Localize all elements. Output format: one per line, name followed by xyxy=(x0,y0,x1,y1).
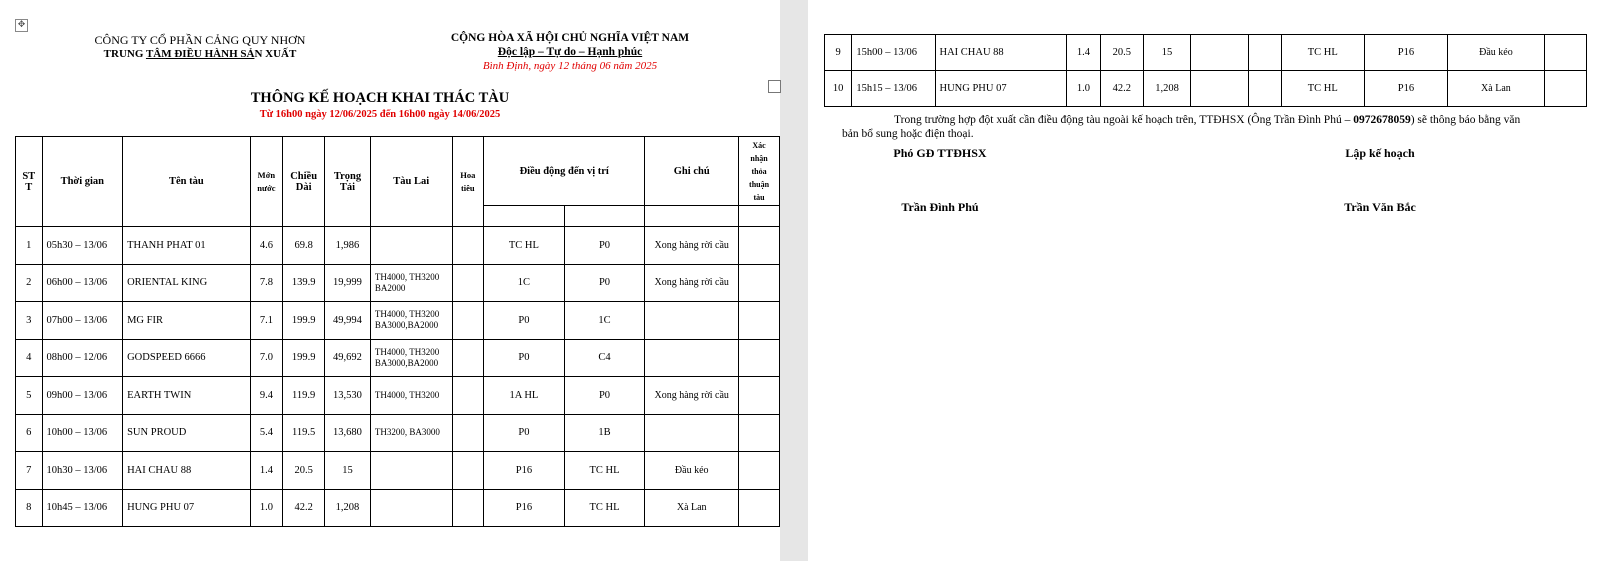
cell-stt: 7 xyxy=(16,452,43,490)
cell-note xyxy=(645,339,739,377)
table-move-handle-icon[interactable]: ✥ xyxy=(15,19,28,32)
cell-draft: 1.0 xyxy=(250,489,283,527)
cell-draft: 7.1 xyxy=(250,302,283,340)
cell-confirm xyxy=(1544,35,1586,71)
cell-note xyxy=(645,414,739,452)
cell-tug: TH4000, TH3200 BA3000,BA2000 xyxy=(370,339,452,377)
cell-from: TC HL xyxy=(484,227,565,265)
cell-to: TC HL xyxy=(564,489,645,527)
cell-ship: GODSPEED 6666 xyxy=(123,339,251,377)
cell-confirm xyxy=(739,452,780,490)
cell-from: P16 xyxy=(484,489,565,527)
cell-from: 1A HL xyxy=(484,377,565,415)
cell-tug xyxy=(1191,71,1249,107)
cell-time: 08h00 – 12/06 xyxy=(42,339,123,377)
cell-draft: 1.0 xyxy=(1067,71,1101,107)
cell-confirm xyxy=(739,414,780,452)
cell-length: 20.5 xyxy=(283,452,325,490)
cell-confirm xyxy=(739,264,780,302)
cell-time: 10h00 – 13/06 xyxy=(42,414,123,452)
cell-from: P0 xyxy=(484,302,565,340)
cell-from: P0 xyxy=(484,414,565,452)
cell-to: P16 xyxy=(1364,35,1447,71)
header-move: Điều động đến vị trí xyxy=(484,137,645,206)
table-row xyxy=(16,339,780,377)
motto: Độc lập – Tự do – Hạnh phúc xyxy=(497,46,643,58)
header-ship: Tên tàu xyxy=(123,137,251,227)
document-period: Từ 16h00 ngày 12/06/2025 đến 16h00 ngày 14/06/2025 xyxy=(259,109,501,120)
cell-from: P16 xyxy=(484,452,565,490)
cell-time: 09h00 – 13/06 xyxy=(42,377,123,415)
header-length: Chiều Dài xyxy=(283,137,325,227)
header-tug: Tàu Lai xyxy=(370,137,452,227)
table-row xyxy=(16,227,780,265)
cell-pilot xyxy=(1249,71,1282,107)
cell-draft: 7.8 xyxy=(250,264,283,302)
cell-time: 15h00 – 13/06 xyxy=(852,35,935,71)
cell-tonnage: 13,680 xyxy=(325,414,371,452)
checkbox-icon[interactable] xyxy=(768,80,781,93)
table-row xyxy=(16,264,780,302)
cell-stt: 6 xyxy=(16,414,43,452)
cell-time: 05h30 – 13/06 xyxy=(42,227,123,265)
cell-from: P0 xyxy=(484,339,565,377)
cell-ship: HUNG PHU 07 xyxy=(123,489,251,527)
signature-right-title: Lập kế hoạch xyxy=(1345,146,1415,160)
cell-pilot xyxy=(452,452,484,490)
document-page-1 xyxy=(0,0,780,561)
ship-plan-table-continued xyxy=(824,34,1587,107)
cell-time: 10h45 – 13/06 xyxy=(42,489,123,527)
cell-note: Đầu kéo xyxy=(645,452,739,490)
table-row xyxy=(16,302,780,340)
cell-to: C4 xyxy=(564,339,645,377)
signature-right-name: Trần Văn Bắc xyxy=(1344,200,1416,214)
table-header-row xyxy=(16,137,780,206)
cell-to: TC HL xyxy=(564,452,645,490)
cell-to: P0 xyxy=(564,377,645,415)
cell-draft: 7.0 xyxy=(250,339,283,377)
table-row xyxy=(825,35,1587,71)
nation-header xyxy=(430,31,710,73)
cell-tug xyxy=(370,489,452,527)
cell-pilot xyxy=(452,302,484,340)
cell-note: Xong hàng rời cầu xyxy=(645,377,739,415)
header-tonnage: Trọng Tải xyxy=(325,137,371,227)
table-row xyxy=(16,452,780,490)
cell-note: Xong hàng rời cầu xyxy=(645,264,739,302)
cell-time: 15h15 – 13/06 xyxy=(852,71,935,107)
cell-pilot xyxy=(452,489,484,527)
cell-note: Xong hàng rời cầu xyxy=(645,227,739,265)
cell-draft: 9.4 xyxy=(250,377,283,415)
date-line: Bình Định, ngày 12 tháng 06 năm 2025 xyxy=(482,60,658,72)
cell-confirm xyxy=(739,302,780,340)
nation-title: CỘNG HÒA XÃ HỘI CHỦ NGHĨA VIỆT NAM xyxy=(450,32,690,44)
cell-length: 69.8 xyxy=(283,227,325,265)
cell-tonnage: 15 xyxy=(1143,35,1190,71)
note-paragraph: Trong trường hợp đột xuất cần điều động tàu ngoài kế hoạch trên, TTĐHSX (Ông Trần Đình Phú – 0972678059) sẽ thông báo bằng văn bản bổ sung hoặc điện thoại. xyxy=(842,114,1521,140)
cell-draft: 1.4 xyxy=(1067,35,1101,71)
table-row xyxy=(16,377,780,415)
company-name: CÔNG TY CỔ PHẦN CẢNG QUY NHƠN xyxy=(94,33,306,47)
cell-note: Đầu kéo xyxy=(1448,35,1545,71)
cell-ship: THANH PHAT 01 xyxy=(123,227,251,265)
cell-time: 10h30 – 13/06 xyxy=(42,452,123,490)
cell-tonnage: 19,999 xyxy=(325,264,371,302)
cell-to: 1B xyxy=(564,414,645,452)
company-header xyxy=(40,33,360,61)
cell-pilot xyxy=(452,414,484,452)
cell-stt: 1 xyxy=(16,227,43,265)
cell-from: 1C xyxy=(484,264,565,302)
header-note: Ghi chú xyxy=(645,137,739,206)
cell-tug xyxy=(370,452,452,490)
cell-tonnage: 15 xyxy=(325,452,371,490)
cell-tonnage: 1,986 xyxy=(325,227,371,265)
cell-tug: TH3200, BA3000 xyxy=(370,414,452,452)
cell-confirm xyxy=(739,339,780,377)
signature-left-title: Phó GĐ TTĐHSX xyxy=(893,146,987,160)
cell-draft: 1.4 xyxy=(250,452,283,490)
cell-pilot xyxy=(1249,35,1282,71)
cell-note: Xà Lan xyxy=(1448,71,1545,107)
table-row xyxy=(16,414,780,452)
department-name: TRUNG TÂM ĐIỀU HÀNH SẢN XUẤT xyxy=(103,48,297,60)
cell-stt: 9 xyxy=(825,35,852,71)
ship-plan-table xyxy=(15,136,780,527)
cell-confirm xyxy=(1544,71,1586,107)
header-stt: ST T xyxy=(16,137,43,227)
cell-ship: ORIENTAL KING xyxy=(123,264,251,302)
cell-stt: 10 xyxy=(825,71,852,107)
header-pilot: Hoa tiêu xyxy=(452,137,484,227)
cell-tonnage: 49,994 xyxy=(325,302,371,340)
signature-left-name: Trần Đình Phú xyxy=(901,200,979,214)
cell-stt: 2 xyxy=(16,264,43,302)
table-row xyxy=(16,489,780,527)
cell-to: 1C xyxy=(564,302,645,340)
cell-time: 06h00 – 13/06 xyxy=(42,264,123,302)
cell-length: 199.9 xyxy=(283,339,325,377)
cell-to: P0 xyxy=(564,227,645,265)
cell-stt: 3 xyxy=(16,302,43,340)
cell-from: TC HL xyxy=(1281,35,1364,71)
cell-tug: TH4000, TH3200 BA2000 xyxy=(370,264,452,302)
cell-to: P0 xyxy=(564,264,645,302)
cell-confirm xyxy=(739,377,780,415)
cell-ship: SUN PROUD xyxy=(123,414,251,452)
table-row xyxy=(825,71,1587,107)
cell-ship: HAI CHAU 88 xyxy=(123,452,251,490)
cell-stt: 5 xyxy=(16,377,43,415)
cell-confirm xyxy=(739,227,780,265)
cell-note xyxy=(645,302,739,340)
cell-stt: 4 xyxy=(16,339,43,377)
cell-length: 119.5 xyxy=(283,414,325,452)
cell-length: 42.2 xyxy=(283,489,325,527)
cell-ship: EARTH TWIN xyxy=(123,377,251,415)
contact-phone: 0972678059 xyxy=(1353,114,1411,126)
cell-tonnage: 13,530 xyxy=(325,377,371,415)
header-confirm: Xác nhận thỏa thuận tàu xyxy=(739,137,780,206)
header-time: Thời gian xyxy=(42,137,123,227)
cell-length: 199.9 xyxy=(283,302,325,340)
cell-length: 139.9 xyxy=(283,264,325,302)
cell-draft: 4.6 xyxy=(250,227,283,265)
cell-ship: MG FIR xyxy=(123,302,251,340)
cell-from: TC HL xyxy=(1281,71,1364,107)
cell-time: 07h00 – 13/06 xyxy=(42,302,123,340)
cell-tonnage: 1,208 xyxy=(325,489,371,527)
cell-stt: 8 xyxy=(16,489,43,527)
cell-confirm xyxy=(739,489,780,527)
cell-tonnage: 1,208 xyxy=(1143,71,1190,107)
cell-ship: HAI CHAU 88 xyxy=(935,35,1067,71)
cell-tonnage: 49,692 xyxy=(325,339,371,377)
cell-ship: HUNG PHU 07 xyxy=(935,71,1067,107)
document-title: THÔNG KẾ HOẠCH KHAI THÁC TÀU xyxy=(250,90,510,106)
cell-length: 119.9 xyxy=(283,377,325,415)
cell-pilot xyxy=(452,339,484,377)
cell-to: P16 xyxy=(1364,71,1447,107)
cell-pilot xyxy=(452,264,484,302)
cell-tug: TH4000, TH3200 BA3000,BA2000 xyxy=(370,302,452,340)
cell-draft: 5.4 xyxy=(250,414,283,452)
cell-tug: TH4000, TH3200 xyxy=(370,377,452,415)
header-draft: Mớn nước xyxy=(250,137,283,227)
cell-tug xyxy=(370,227,452,265)
cell-length: 20.5 xyxy=(1100,35,1143,71)
cell-length: 42.2 xyxy=(1100,71,1143,107)
cell-note: Xà Lan xyxy=(645,489,739,527)
cell-tug xyxy=(1191,35,1249,71)
cell-pilot xyxy=(452,377,484,415)
cell-pilot xyxy=(452,227,484,265)
